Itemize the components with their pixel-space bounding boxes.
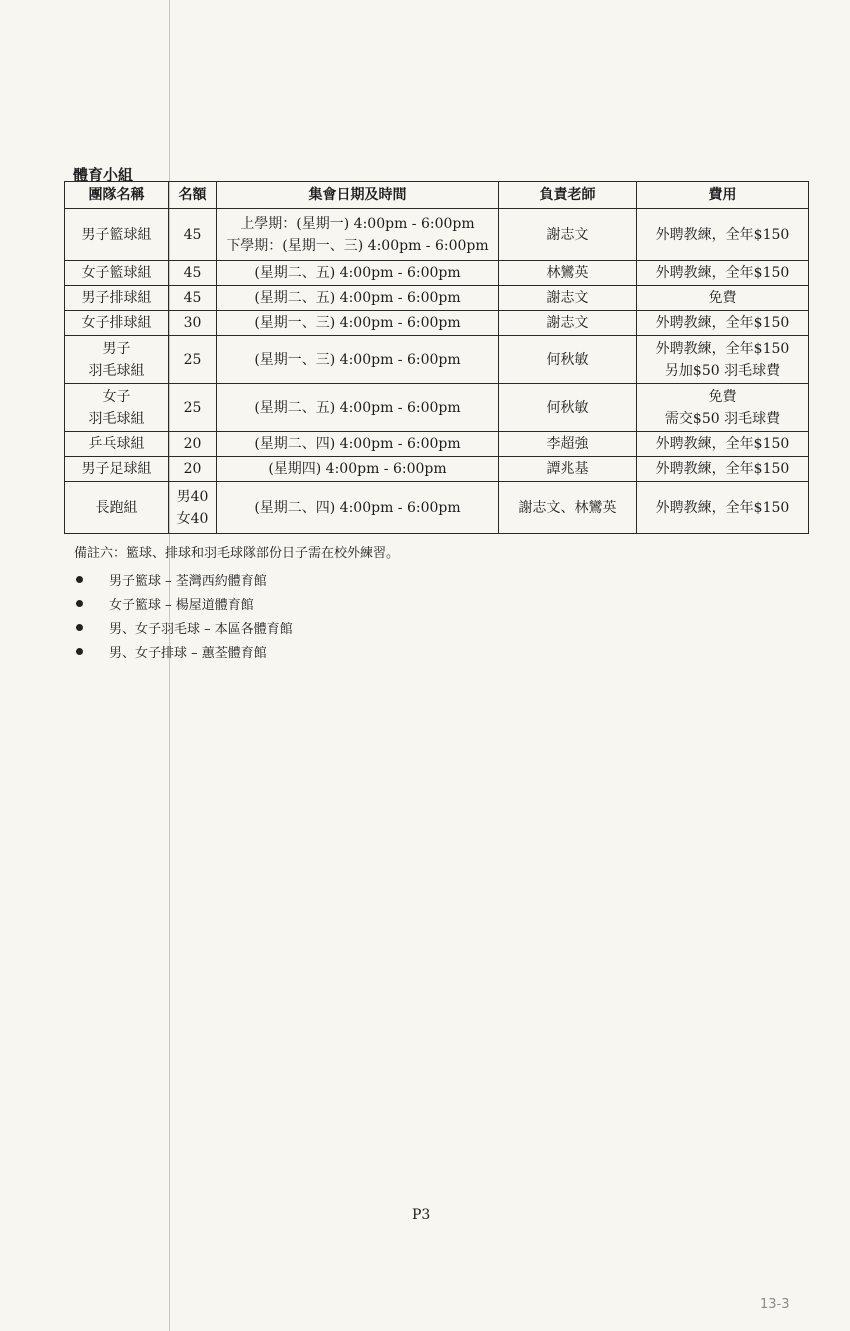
cell-team-line: 女子 (102, 388, 131, 405)
cell-quota (169, 286, 217, 311)
cell-team-line: 男子排球組 (81, 290, 152, 306)
cell-fee (637, 384, 809, 432)
cell-teacher (499, 432, 637, 457)
cell-team-line: 男子籃球組 (81, 226, 152, 243)
cell-team (65, 261, 169, 286)
header-teacher: 負責老師 (499, 182, 637, 209)
cell-teacher-line: 謝志文 (546, 315, 589, 331)
table-row (65, 384, 809, 432)
cell-fee (637, 336, 809, 384)
cell-fee (637, 432, 809, 457)
cell-time (217, 457, 499, 482)
cell-quota (169, 432, 217, 457)
cell-team-line: 羽毛球組 (88, 410, 145, 427)
cell-quota (169, 261, 217, 286)
cell-teacher-line: 謝志文 (546, 290, 589, 306)
remark-text: 備註六：籃球、排球和羽毛球隊部份日子需在校外練習。 (74, 546, 400, 561)
cell-fee-line: 另加$50 羽毛球費 (664, 362, 781, 379)
handwritten-mark: 13-3 (760, 1297, 790, 1312)
sports-groups-table (64, 181, 809, 534)
venue-text: 男、女子羽毛球 – 本區各體育館 (109, 621, 293, 637)
cell-time (217, 261, 499, 286)
cell-fee (637, 209, 809, 261)
cell-time-line: (星期二、五) 4:00pm - 6:00pm (254, 290, 461, 306)
cell-team (65, 336, 169, 384)
cell-team (65, 432, 169, 457)
cell-fee-line: 免費 (708, 290, 737, 306)
cell-team (65, 457, 169, 482)
cell-time (217, 336, 499, 384)
cell-quota-line: 45 (183, 226, 202, 243)
cell-quota (169, 457, 217, 482)
list-item (74, 639, 399, 663)
cell-teacher (499, 457, 637, 482)
cell-team-line: 乒乓球組 (88, 436, 145, 452)
cell-quota-line: 20 (183, 436, 202, 452)
cell-teacher-line: 何秋敏 (546, 351, 589, 368)
cell-time-line: (星期二、四) 4:00pm - 6:00pm (254, 436, 461, 452)
table-row (65, 457, 809, 482)
cell-time (217, 384, 499, 432)
header-meeting-time: 集會日期及時間 (217, 182, 499, 209)
table-row (65, 336, 809, 384)
section-title: 體育小組 (73, 166, 134, 184)
cell-quota (169, 336, 217, 384)
list-item (74, 615, 399, 639)
cell-quota-line: 男40 (176, 488, 209, 505)
bullet-icon (76, 600, 83, 607)
cell-teacher-line: 譚兆基 (546, 461, 589, 477)
cell-teacher (499, 482, 637, 534)
cell-fee-line: 外聘教練，全年$150 (655, 226, 790, 243)
table-row (65, 482, 809, 534)
table-header-row (65, 182, 809, 209)
cell-teacher (499, 286, 637, 311)
bullet-icon (76, 576, 83, 583)
cell-time-line: 上學期：(星期一) 4:00pm - 6:00pm (240, 215, 475, 232)
cell-fee-line: 外聘教練，全年$150 (655, 265, 790, 281)
cell-teacher-line: 李超強 (546, 436, 589, 452)
cell-teacher-line: 林鸞英 (546, 265, 589, 281)
cell-teacher (499, 261, 637, 286)
cell-quota-line: 45 (183, 265, 202, 281)
cell-teacher (499, 336, 637, 384)
cell-quota (169, 311, 217, 336)
cell-time-line: (星期二、四) 4:00pm - 6:00pm (254, 499, 461, 516)
venue-text: 男子籃球 – 荃灣西約體育館 (109, 573, 267, 589)
cell-time-line: 下學期：(星期一、三) 4:00pm - 6:00pm (226, 237, 489, 254)
cell-quota-line: 20 (183, 461, 202, 477)
cell-fee-line: 免費 (708, 388, 737, 405)
venue-text: 男、女子排球 – 蕙荃體育館 (109, 645, 267, 661)
cell-time-line: (星期二、五) 4:00pm - 6:00pm (254, 265, 461, 281)
cell-team (65, 384, 169, 432)
cell-team (65, 482, 169, 534)
cell-fee-line: 需交$50 羽毛球費 (664, 410, 781, 427)
cell-fee (637, 286, 809, 311)
venue-text: 女子籃球 – 楊屋道體育館 (109, 597, 254, 613)
table-row (65, 209, 809, 261)
cell-time (217, 482, 499, 534)
cell-quota-line: 女40 (176, 510, 209, 527)
header-quota: 名額 (169, 182, 217, 209)
cell-quota (169, 384, 217, 432)
bullet-icon (76, 624, 83, 631)
table-body (65, 209, 809, 534)
cell-quota-line: 25 (183, 351, 202, 368)
cell-fee-line: 外聘教練，全年$150 (655, 315, 790, 331)
cell-quota-line: 45 (183, 290, 202, 306)
cell-fee-line: 外聘教練，全年$150 (655, 436, 790, 452)
cell-team-line: 女子籃球組 (81, 265, 152, 281)
table-row (65, 311, 809, 336)
cell-teacher-line: 謝志文 (546, 226, 589, 243)
table-row (65, 286, 809, 311)
table-row (65, 261, 809, 286)
header-fee: 費用 (637, 182, 809, 209)
venue-list (74, 567, 399, 663)
list-item (74, 567, 399, 591)
cell-team-line: 女子排球組 (81, 315, 152, 331)
cell-teacher-line: 謝志文、林鸞英 (518, 499, 617, 516)
cell-quota-line: 30 (183, 315, 202, 331)
cell-fee-line: 外聘教練，全年$150 (655, 499, 790, 516)
bullet-icon (76, 648, 83, 655)
cell-time-line: (星期二、五) 4:00pm - 6:00pm (254, 399, 461, 416)
cell-time (217, 286, 499, 311)
cell-fee (637, 457, 809, 482)
cell-team-line: 羽毛球組 (88, 362, 145, 379)
cell-fee (637, 311, 809, 336)
cell-time (217, 432, 499, 457)
cell-team-line: 長跑組 (95, 499, 138, 516)
cell-quota-line: 25 (183, 399, 202, 416)
cell-fee (637, 482, 809, 534)
cell-fee-line: 外聘教練，全年$150 (655, 340, 790, 357)
list-item (74, 591, 399, 615)
cell-time (217, 209, 499, 261)
cell-team-line: 男子足球組 (81, 461, 152, 477)
cell-team (65, 286, 169, 311)
cell-team-line: 男子 (102, 340, 131, 357)
cell-team (65, 209, 169, 261)
cell-quota (169, 209, 217, 261)
cell-team (65, 311, 169, 336)
cell-teacher (499, 311, 637, 336)
cell-fee-line: 外聘教練，全年$150 (655, 461, 790, 477)
cell-fee (637, 261, 809, 286)
table-row (65, 432, 809, 457)
cell-quota (169, 482, 217, 534)
cell-time-line: (星期一、三) 4:00pm - 6:00pm (254, 351, 461, 368)
cell-teacher (499, 384, 637, 432)
notes-section (74, 542, 399, 663)
cell-teacher-line: 何秋敏 (546, 399, 589, 416)
cell-teacher (499, 209, 637, 261)
cell-time (217, 311, 499, 336)
cell-time-line: (星期四) 4:00pm - 6:00pm (268, 461, 447, 477)
cell-time-line: (星期一、三) 4:00pm - 6:00pm (254, 315, 461, 331)
page-number: P3 (412, 1207, 431, 1223)
header-team-name: 團隊名稱 (65, 182, 169, 209)
